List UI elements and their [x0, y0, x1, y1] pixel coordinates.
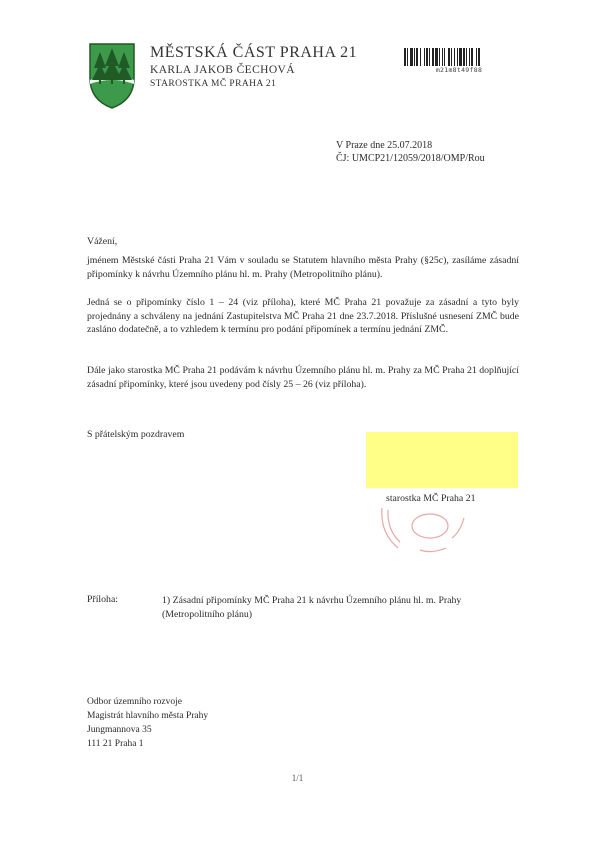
- place-date: V Praze dne 25.07.2018: [336, 140, 433, 151]
- attachment-item: 1) Zásadní připomínky MČ Praha 21 k návrhu Územního plánu hl. m. Prahy (Metropolitního plánu): [162, 595, 462, 620]
- closing-phrase: S přátelským pozdravem: [87, 429, 185, 440]
- paragraph-3: Dále jako starostka MČ Praha 21 podávám k návrhu Územního plánu hl. m. Prahy za MČ Praha 21 doplňující zásadní připomínky, které jsou uvedeny pod čísly 25 – 26 (viz příloha).: [87, 365, 519, 390]
- signature-role: starostka MČ Praha 21: [386, 493, 476, 504]
- page-number: 1/1: [291, 773, 304, 783]
- municipality-title: MĚSTSKÁ ČÁST PRAHA 21: [150, 44, 358, 61]
- address-line-1: Odbor územního rozvoje: [87, 697, 182, 707]
- address-line-4: 111 21 Praha 1: [87, 739, 144, 749]
- address-line-2: Magistrát hlavního města Prahy: [87, 711, 209, 721]
- barcode: [404, 48, 514, 66]
- attachment-label: Příloha:: [87, 594, 119, 605]
- address-line-3: Jungmannova 35: [87, 725, 152, 735]
- paragraph-1: jménem Městské části Praha 21 Vám v souladu se Statutem hlavního města Prahy (§25c), zasíláme zásadní připomínky k návrhu Územního plánu hl. m. Prahy (Metropolitního plánu).: [87, 255, 519, 280]
- coat-of-arms-trees-icon: [86, 40, 138, 110]
- paragraph-2: Jedná se o připomínky číslo 1 – 24 (viz příloha), které MČ Praha 21 považuje za zásadní a tyto byly projednány a schváleny na jednání Zastupitelstva MČ Praha 21 dne 23.7.2018. Příslušné usnesení ZMČ bude zasláno dodatečně, a to vzhledem k termínu pro podání připomínek a termínu jednání ZMČ.: [87, 297, 519, 335]
- mayor-name: KARLA JAKOB ČECHOVÁ: [150, 64, 295, 76]
- greeting: Vážení,: [87, 236, 118, 247]
- barcode-number: m21m8t49f88: [435, 66, 483, 74]
- mayor-role: STAROSTKA MČ PRAHA 21: [150, 79, 277, 89]
- reference-number: ČJ: UMCP21/12059/2018/OMP/Rou: [336, 153, 485, 164]
- signature-highlight: [366, 432, 518, 488]
